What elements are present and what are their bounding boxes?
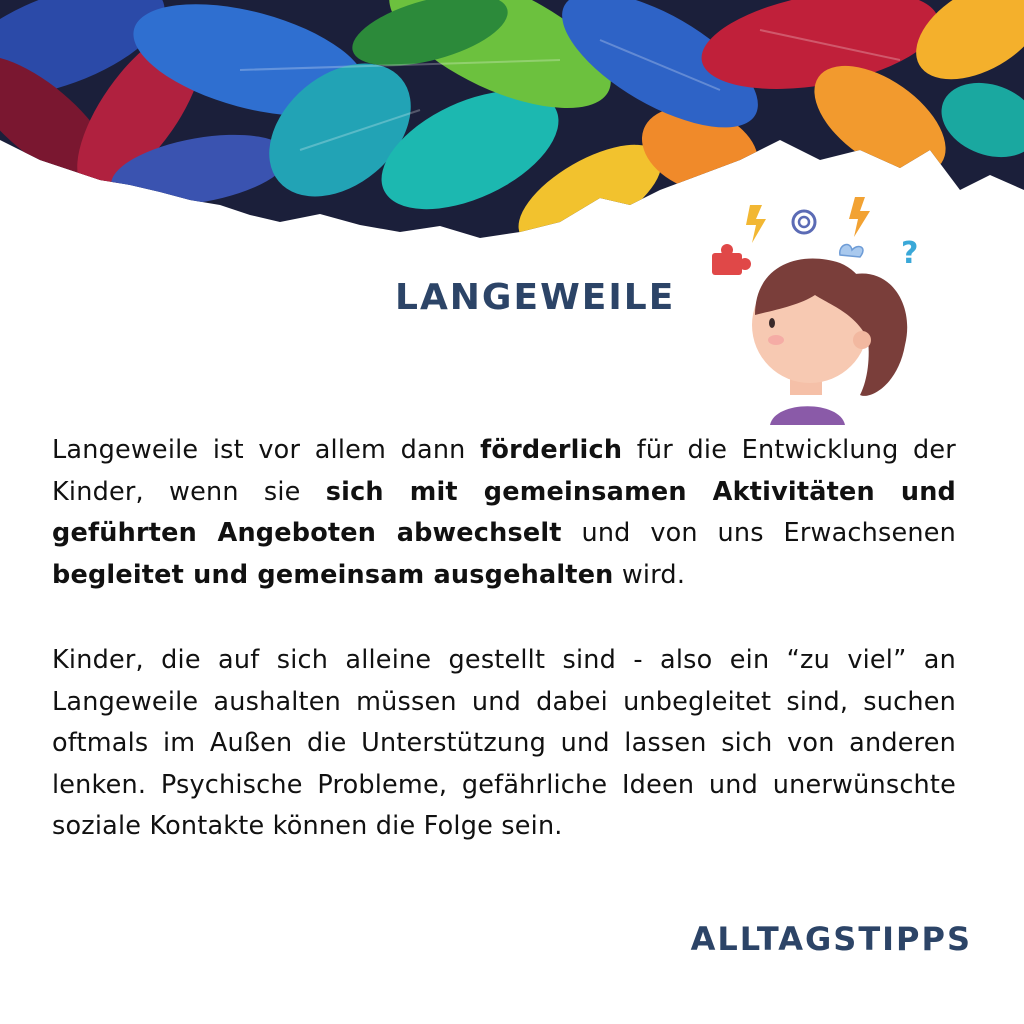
lightning-icon [849,197,870,237]
question-mark-icon: ? [901,236,919,271]
text-segment: und von uns Erwachsenen [561,518,956,548]
page-title: LANGEWEILE [395,277,676,318]
bold-segment: sich mit gemeinsamen Aktivitäten und geführten Angeboten abwechselt [52,476,957,548]
lightning-icon [746,205,766,243]
puzzle-piece-icon [712,244,751,275]
intro-paragraph [52,430,956,596]
text-segment: Langeweile ist vor allem dann [52,435,481,465]
bold-segment: begleitet und gemeinsam ausgehalten [52,559,614,590]
bored-girl-illustration [700,195,930,425]
bold-segment: förderlich [480,435,623,465]
text-segment: wird. [613,559,686,590]
consequences-paragraph: Kinder, die auf sich alleine gestellt sind - also ein “zu viel” an Langeweile aushalten müssen und dabei unbegleitet sind, suchen oftmals im Außen die Unterstützung und lassen sich von anderen lenken. Psychische Probleme, gefährliche Ideen und unerwünschte soziale Kontakte können die Folge sein. [52,645,956,841]
footer-label: ALLTAGSTIPPS [690,920,972,958]
text-segment: für die Entwicklung der Kinder, wenn sie [52,435,956,507]
swirl-icon [793,211,815,233]
